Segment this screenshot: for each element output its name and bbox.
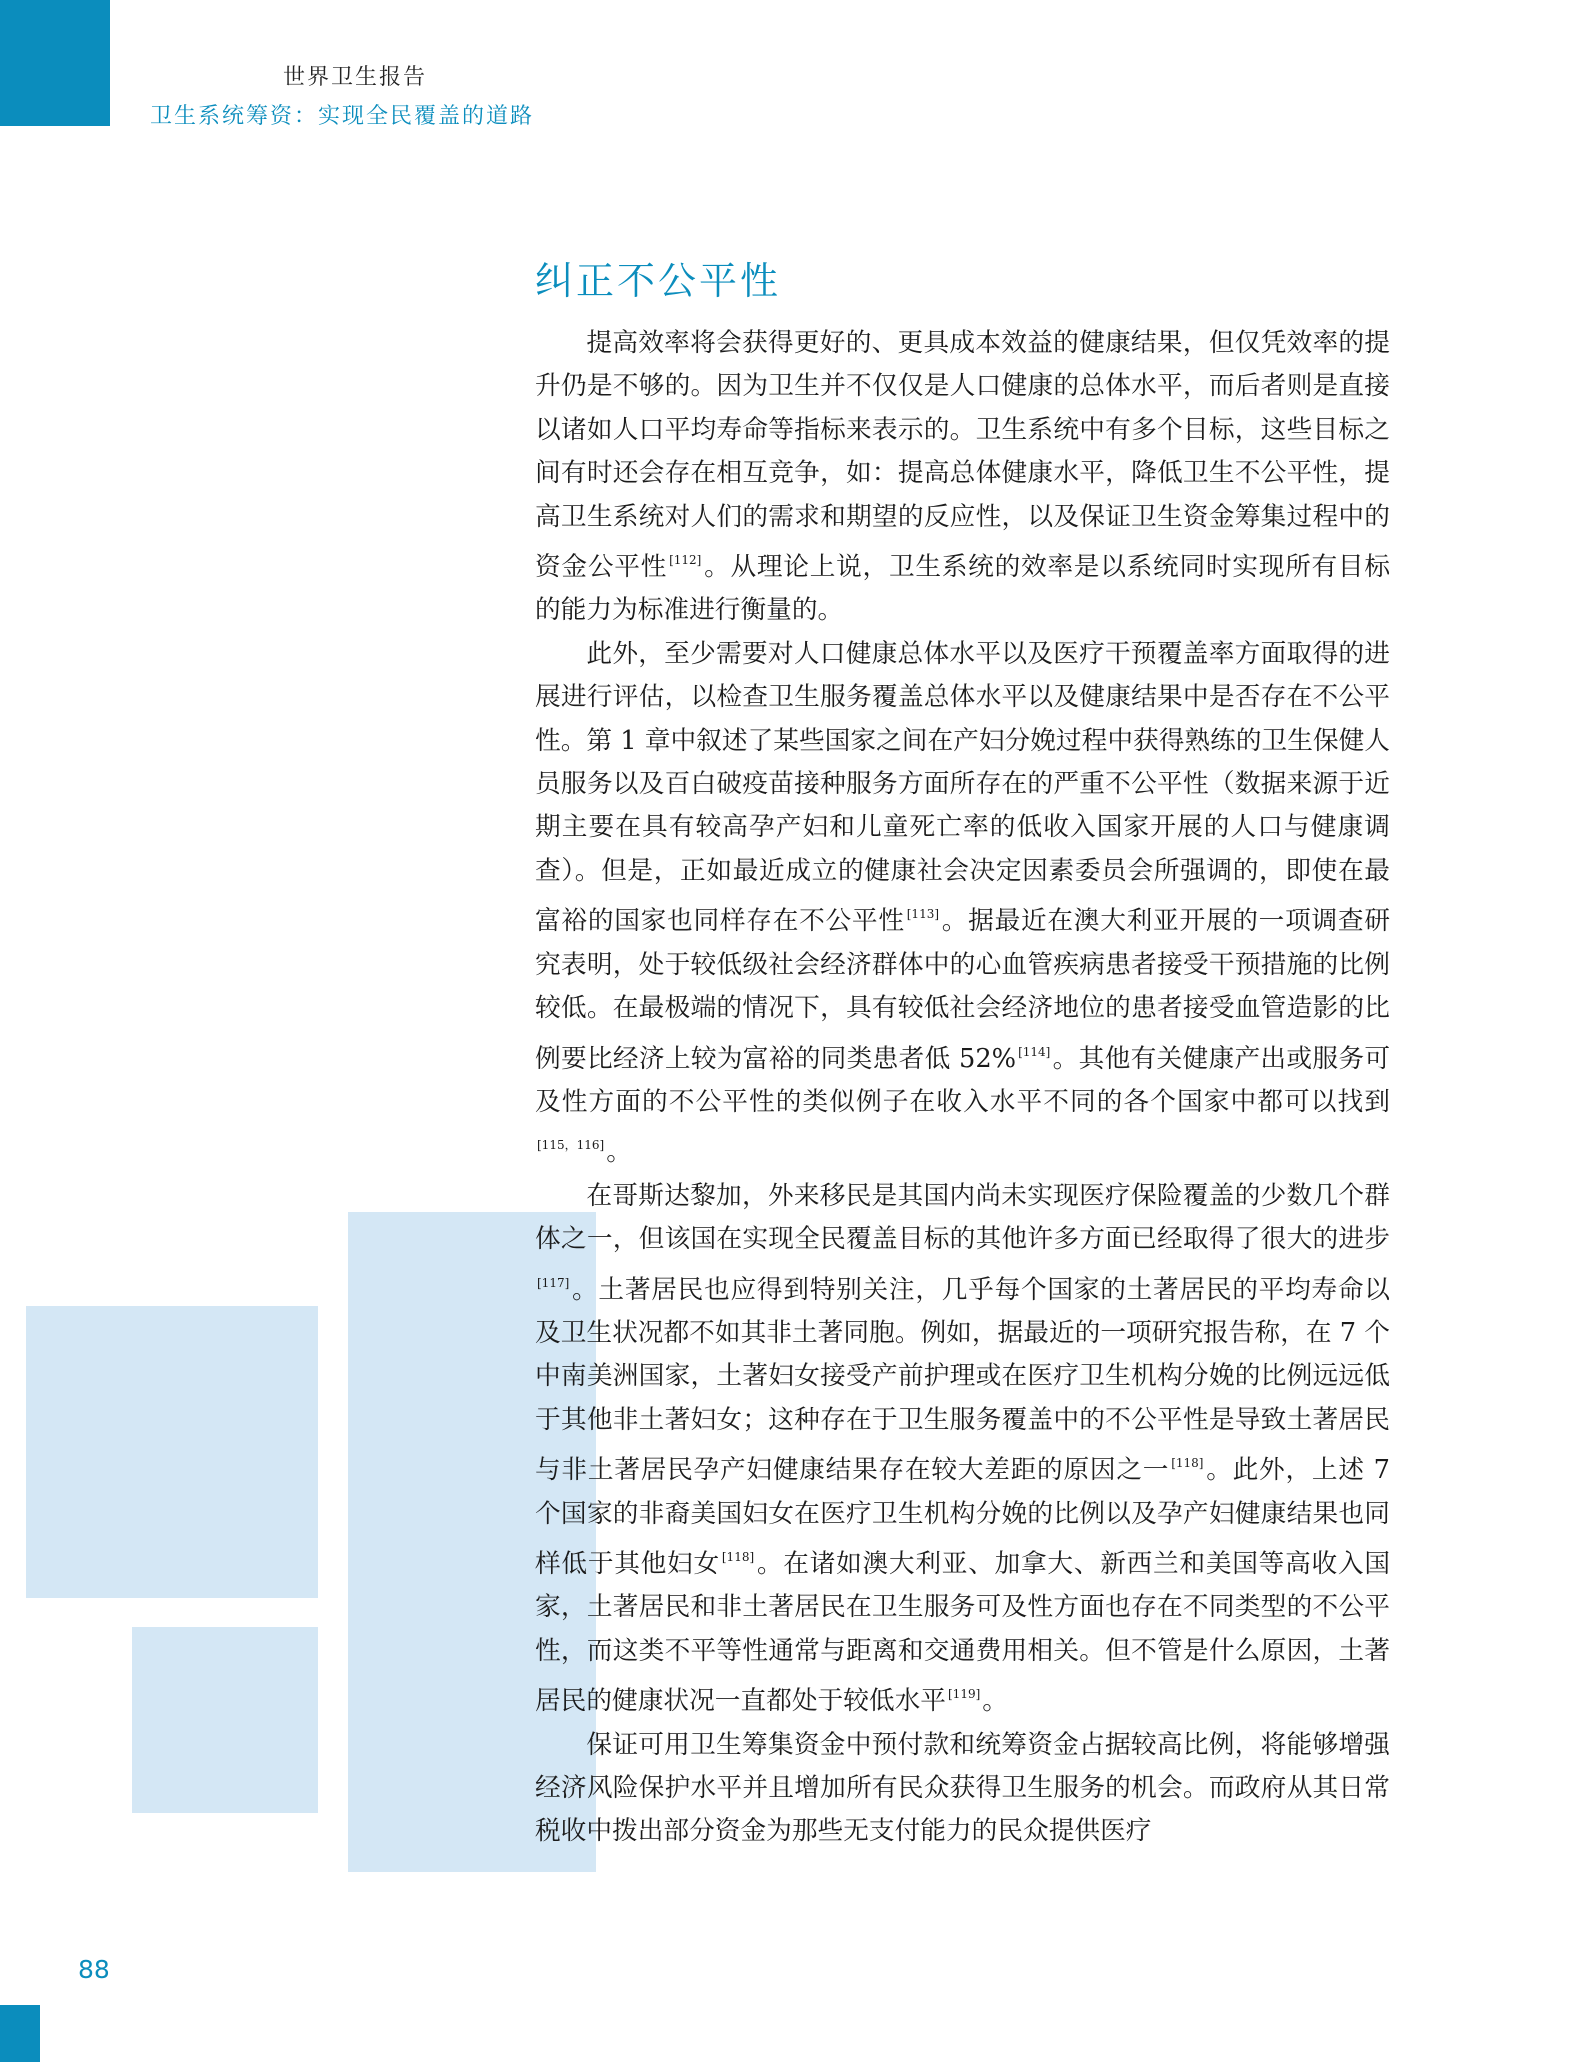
decorative-block-large	[26, 1306, 318, 1598]
body-text	[535, 322, 1390, 1854]
reference-118: [118]	[1171, 1456, 1204, 1471]
paragraph-1: 提高效率将会获得更好的、更具成本效益的健康结果，但仅凭效率的提升仍是不够的。因为卫生并不仅仅是人口健康的总体水平，而后者则是直接以诸如人口平均寿命等指标来表示的。卫生系统中有多个目标，这些目标之间有时还会存在相互竞争，如：提高总体健康水平，降低卫生不公平性，提高卫生系统对人们的需求和期望的反应性，以及保证卫生资金筹集过程中的资金公平性 [112]。从理论上说，卫生系统的效率是以系统同时实现所有目标的能力为标准进行衡量的。	[535, 328, 1391, 626]
report-title: 世界卫生报告	[283, 65, 428, 90]
section-title: 纠正不公平性	[535, 259, 782, 303]
report-subtitle: 卫生系统筹资：实现全民覆盖的道路	[150, 104, 535, 129]
paragraph-3: 在哥斯达黎加，外来移民是其国内尚未实现医疗保险覆盖的少数几个群体之一，但该国在实现全民覆盖目标的其他许多方面已经取得了很大的进步[117]。土著居民也应得到特别关注，几乎每个国家的土著居民的平均寿命以及卫生状况都不如其非土著同胞。例如，据最近的一项研究报告称，在 7 个中南美洲国家，土著妇女接受产前护理或在医疗卫生机构分娩的比例远远低于其他非土著妇女；这种存在于卫生服务覆盖中的不公平性是导致土著居民与非土著居民孕产妇健康结果存在较大差距的原因之一 [118]。此外，上述 7 个国家的非裔美国妇女在医疗卫生机构分娩的比例以及孕产妇健康结果也同样低于其他妇女 [118]。在诸如澳大利亚、加拿大、新西兰和美国等高收入国家，土著居民和非土著居民在卫生服务可及性方面也存在不同类型的不公平性，而这类不平等性通常与距离和交通费用相关。但不管是什么原因，土著居民的健康状况一直都处于较低水平 [119]。	[535, 1180, 1391, 1717]
reference-118-repeat: [118]	[721, 1549, 755, 1564]
page-number: 88	[78, 1955, 110, 1984]
decorative-block-small	[132, 1627, 318, 1813]
reference-113: [113]	[906, 907, 940, 922]
paragraph-4: 保证可用卫生筹集资金中预付款和统筹资金占据较高比例，将能够增强经济风险保护水平并且增加所有民众获得卫生服务的机会。而政府从其日常税收中拨出部分资金为那些无支付能力的民众提供医疗	[535, 1729, 1390, 1847]
reference-115-116: [115，116]	[537, 1138, 605, 1153]
header-corner-block	[0, 0, 110, 126]
reference-114: [114]	[1018, 1044, 1051, 1059]
reference-119: [119]	[948, 1687, 981, 1702]
footer-corner-bar	[0, 2005, 40, 2062]
reference-117: [117]	[537, 1275, 570, 1290]
paragraph-2: 此外，至少需要对人口健康总体水平以及医疗干预覆盖率方面取得的进展进行评估，以检查卫生服务覆盖总体水平以及健康结果中是否存在不公平性。第 1 章中叙述了某些国家之间在产妇分娩过程中获得熟练的卫生保健人员服务以及百白破疫苗接种服务方面所存在的严重不公平性（数据来源于近期主要在具有较高孕产妇和儿童死亡率的低收入国家开展的人口与健康调查）。但是，正如最近成立的健康社会决定因素委员会所强调的，即使在最富裕的国家也同样存在不公平性 [113]。据最近在澳大利亚开展的一项调查研究表明，处于较低级社会经济群体中的心血管疾病患者接受干预措施的比例较低。在最极端的情况下，具有较低社会经济地位的患者接受血管造影的比例要比经济上较为富裕的同类患者低 52% [114]。其他有关健康产出或服务可及性方面的不公平性的类似例子在收入水平不同的各个国家中都可以找到[115，116]。	[535, 638, 1391, 1168]
reference-112: [112]	[669, 553, 702, 568]
